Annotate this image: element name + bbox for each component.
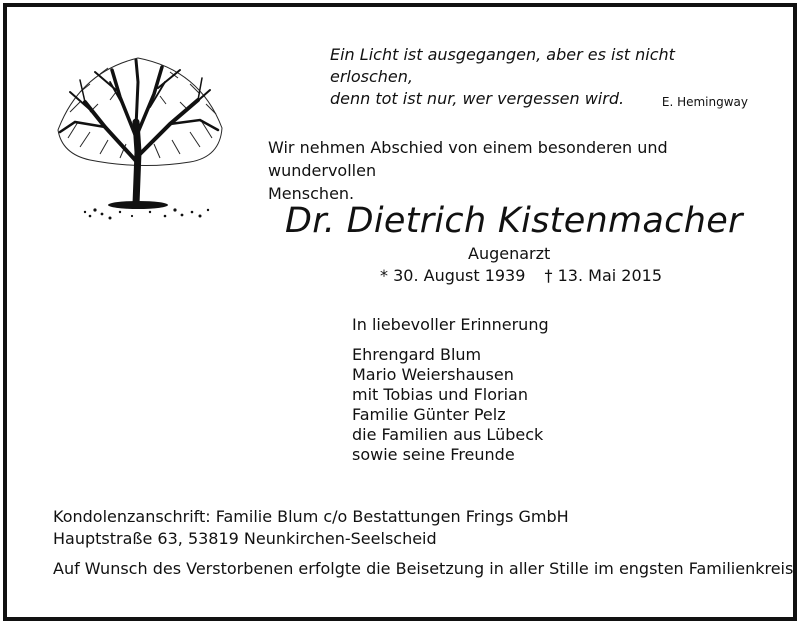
quote-line-1: Ein Licht ist ausgegangen, aber es ist nicht erloschen,: [330, 45, 675, 86]
intro-line-1: Wir nehmen Abschied von einem besonderen und wundervollen: [268, 138, 668, 180]
quote-author: E. Hemingway: [661, 95, 748, 109]
condolence-address: [53, 506, 569, 550]
mourner-item: die Familien aus Lübeck: [352, 425, 544, 444]
mourner-item: sowie seine Freunde: [352, 445, 515, 464]
death-date: † 13. Mai 2015: [544, 266, 662, 285]
mourner-item: mit Tobias und Florian: [352, 385, 528, 404]
quote-line-2: denn tot ist nur, wer vergessen wird.: [330, 89, 625, 108]
memory-label: In liebevoller Erinnerung: [352, 315, 549, 334]
address-line-2: Hauptstraße 63, 53819 Neunkirchen-Seelscheid: [53, 529, 437, 548]
intro-line-2: Menschen.: [268, 184, 355, 203]
deceased-profession: Augenarzt: [468, 244, 551, 263]
mourner-item: Mario Weiershausen: [352, 365, 514, 384]
life-dates: [380, 266, 676, 285]
address-line-1: Kondolenzanschrift: Familie Blum c/o Bestattungen Frings GmbH: [53, 507, 569, 526]
mourner-item: Ehrengard Blum: [352, 345, 482, 364]
burial-note: Auf Wunsch des Verstorbenen erfolgte die Beisetzung in aller Stille im engsten Familienkreis.: [53, 559, 799, 578]
mourners-list: [352, 345, 543, 465]
birth-date: * 30. August 1939: [380, 266, 526, 285]
intro-text: [268, 136, 768, 205]
deceased-name: Dr. Dietrich Kistenmacher: [285, 201, 743, 241]
tree-icon: [50, 52, 230, 222]
mourner-item: Familie Günter Pelz: [352, 405, 506, 424]
